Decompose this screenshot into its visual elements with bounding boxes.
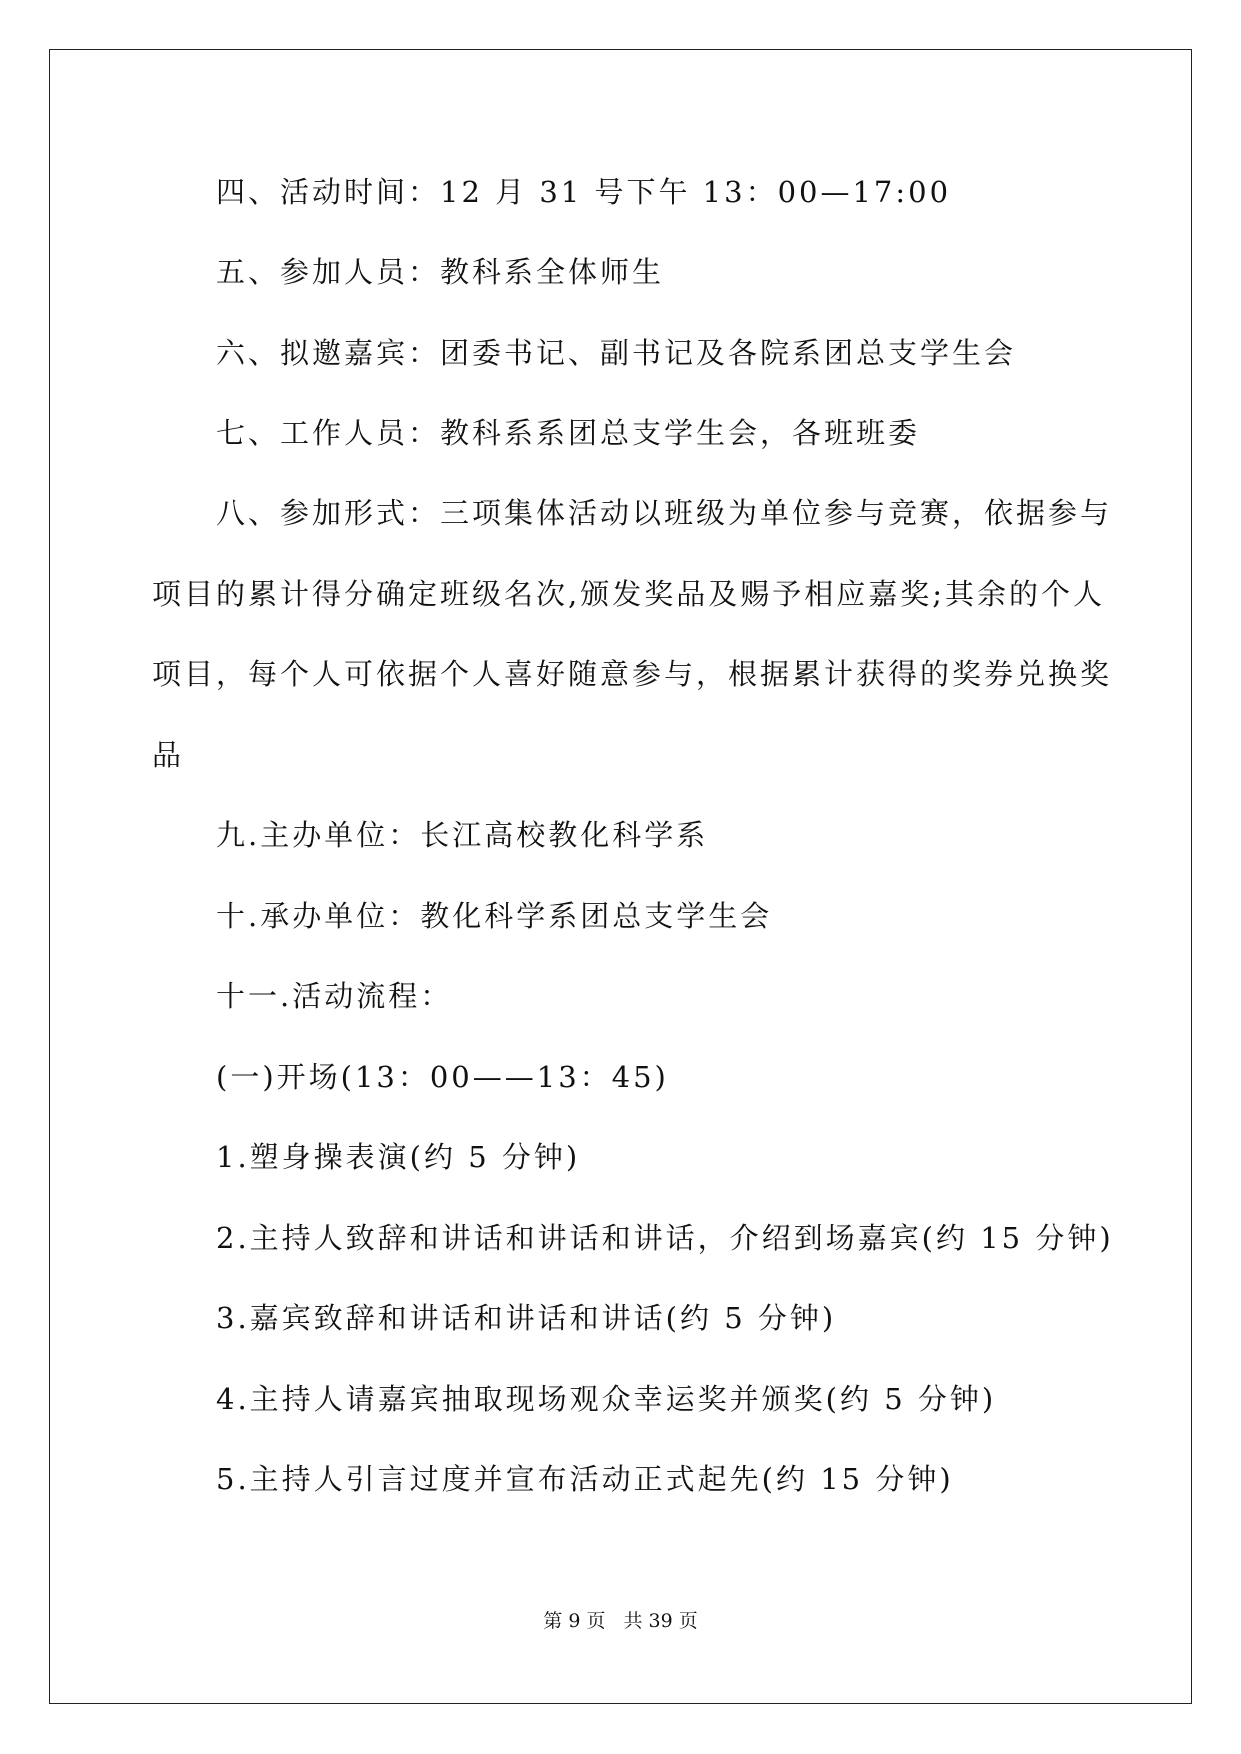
- staff-line: 七、工作人员：教科系系团总支学生会，各班班委: [216, 416, 921, 450]
- page-border: [49, 49, 1192, 1704]
- format-line-2: 项目的累计得分确定班级名次,颁发奖品及赐予相应嘉奖;其余的个人: [152, 577, 1105, 611]
- process-item-2: 2.主持人致辞和讲话和讲话和讲话，介绍到场嘉宾(约 15 分钟): [216, 1221, 1114, 1255]
- format-line-3: 项目，每个人可依据个人喜好随意参与，根据累计获得的奖券兑换奖: [152, 657, 1113, 691]
- opening-heading: (一)开场(13：00——13：45): [216, 1060, 669, 1094]
- process-item-5: 5.主持人引言过度并宣布活动正式起先(约 15 分钟): [216, 1462, 954, 1496]
- participants-line: 五、参加人员：教科系全体师生: [216, 255, 665, 289]
- page-number: 第 9 页: [543, 1610, 606, 1632]
- guests-line: 六、拟邀嘉宾：团委书记、副书记及各院系团总支学生会: [216, 336, 1017, 370]
- format-line-4: 品: [152, 738, 185, 772]
- process-item-1: 1.塑身操表演(约 5 分钟): [216, 1140, 581, 1174]
- page-total: 共 39 页: [623, 1610, 698, 1632]
- process-item-4: 4.主持人请嘉宾抽取现场观众幸运奖并颁奖(约 5 分钟): [216, 1382, 997, 1416]
- page-footer: [0, 1612, 1241, 1631]
- process-heading: 十一.活动流程：: [216, 979, 453, 1013]
- activity-time-line: 四、活动时间：12 月 31 号下午 13：00—17:00: [216, 175, 952, 209]
- process-item-3: 3.嘉宾致辞和讲话和讲话和讲话(约 5 分钟): [216, 1301, 837, 1335]
- co-organizer-line: 十.承办单位：教化科学系团总支学生会: [216, 899, 773, 933]
- format-line-1: 八、参加形式：三项集体活动以班级为单位参与竞赛，依据参与: [216, 496, 1113, 530]
- organizer-line: 九.主办单位：长江高校教化科学系: [216, 818, 709, 852]
